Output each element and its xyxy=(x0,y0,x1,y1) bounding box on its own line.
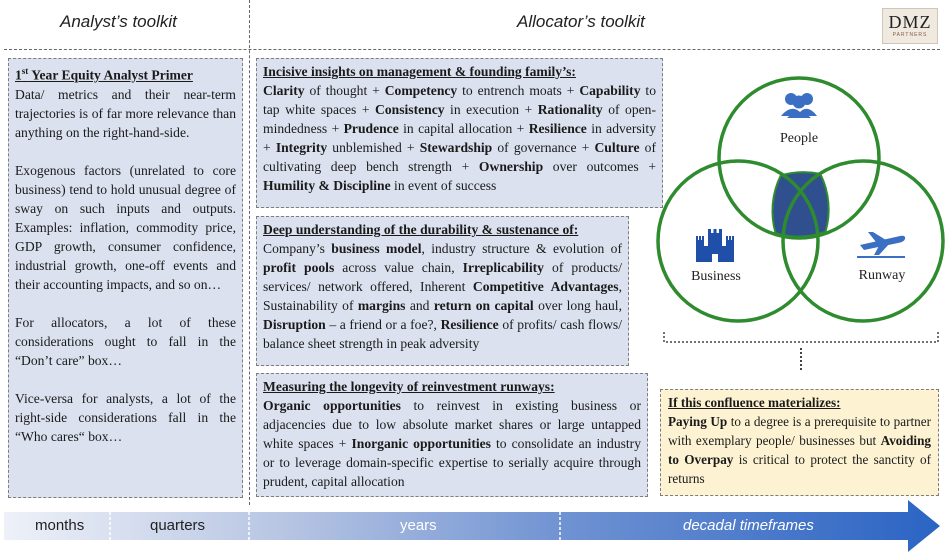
body-text: in event of success xyxy=(390,178,497,193)
emphasis-text: Avoiding to Overpay xyxy=(668,433,931,467)
body-text: is critical to protect the sanctity of returns xyxy=(668,452,931,486)
logo-main-text: DMZ xyxy=(888,12,932,32)
body-text: of cultivating deep bench strength + xyxy=(263,140,656,174)
logo-sub-text: PARTNERS xyxy=(892,32,928,38)
body-text: unblemished + xyxy=(327,140,420,155)
emphasis-text: return on capital xyxy=(433,298,534,313)
business-durability-body xyxy=(263,239,622,353)
confluence-box xyxy=(660,389,939,496)
emphasis-text: Clarity xyxy=(263,83,305,98)
emphasis-text: business model xyxy=(331,241,422,256)
body-text: to entrench moats + xyxy=(457,83,580,98)
horizontal-divider xyxy=(4,49,940,50)
people-label: People xyxy=(779,131,819,146)
emphasis-text: Consistency xyxy=(375,102,445,117)
body-text: of governance + xyxy=(492,140,595,155)
timeline-quarters: quarters xyxy=(150,517,206,534)
analyst-paragraph: Vice-versa for analysts, a lot of the right-side considerations fall in the “Who cares“ box… xyxy=(15,390,236,444)
emphasis-text: Capability xyxy=(579,83,641,98)
confluence-body xyxy=(668,414,931,486)
body-text: , industry structure & evolution of xyxy=(421,241,622,256)
emphasis-text: Disruption xyxy=(263,317,326,332)
body-text: of thought + xyxy=(304,83,385,98)
venn-center-intersection xyxy=(772,172,828,236)
body-text: to reinvest in existing business or adjacencies due to low absolute market shares or large untapped white spaces + xyxy=(263,398,641,451)
airplane-icon xyxy=(857,232,905,258)
body-text: Company’s xyxy=(263,241,332,256)
timeline-decadal: decadal timeframes xyxy=(683,517,814,534)
body-text: of profits/ cash flows/ balance sheet strength in peak adversity xyxy=(263,317,622,351)
emphasis-text: Inorganic opportunities xyxy=(351,436,491,451)
castle-icon xyxy=(696,229,734,262)
dmz-partners-logo xyxy=(882,8,938,44)
runway-label: Runway xyxy=(858,268,906,283)
emphasis-text: profit pools xyxy=(263,260,335,275)
body-text: in execution + xyxy=(444,102,538,117)
emphasis-text: Organic opportunities xyxy=(263,398,401,413)
timeline-months: months xyxy=(35,517,85,534)
emphasis-text: Irreplicability xyxy=(462,260,544,275)
analyst-paragraph: For allocators, a lot of these considerations ought to fall in the “Don’t care” box… xyxy=(15,314,236,368)
business-label: Business xyxy=(691,269,741,284)
vertical-divider xyxy=(249,0,250,505)
emphasis-text: Competency xyxy=(384,83,458,98)
timeline-years: years xyxy=(400,517,437,534)
emphasis-text: Resilience xyxy=(528,121,587,136)
body-text: to a degree is a prerequisite to partner with exemplary people/ businesses but xyxy=(668,414,931,448)
people-icon xyxy=(781,93,817,118)
body-text: across value chain, xyxy=(334,260,463,275)
reinvestment-runway-box xyxy=(256,373,648,497)
emphasis-text: margins xyxy=(357,298,406,313)
body-text: and xyxy=(405,298,434,313)
management-insights-body xyxy=(263,81,656,195)
emphasis-text: Competitive Advantages xyxy=(472,279,619,294)
body-text: in capital allocation + xyxy=(398,121,529,136)
management-insights-title: Incisive insights on management & founding family’s: xyxy=(263,64,576,79)
body-text: over outcomes + xyxy=(543,159,656,174)
reinvestment-runway-body xyxy=(263,396,641,491)
analyst-toolkit-heading: Analyst’s toolkit xyxy=(60,12,177,31)
business-circle xyxy=(658,161,818,321)
allocator-toolkit-heading: Allocator’s toolkit xyxy=(517,12,645,31)
confluence-title: If this confluence materializes: xyxy=(668,395,841,410)
confluence-bracket xyxy=(660,330,945,390)
management-insights-box xyxy=(256,58,663,208)
emphasis-text: Integrity xyxy=(275,140,328,155)
body-text: of open-mindedness + xyxy=(263,102,656,136)
body-text: of products/ services/ network offered, Inherent xyxy=(263,260,622,294)
emphasis-text: Culture xyxy=(594,140,640,155)
emphasis-text: Ownership xyxy=(478,159,544,174)
body-text: in adversity + xyxy=(263,121,657,155)
emphasis-text: Rationality xyxy=(537,102,603,117)
analyst-primer-box xyxy=(8,58,243,498)
emphasis-text: Humility & Discipline xyxy=(263,178,391,193)
analyst-primer-title: 1st Year Equity Analyst Primer xyxy=(15,66,193,83)
body-text: over long haul, xyxy=(533,298,622,313)
runway-circle xyxy=(783,161,943,321)
analyst-paragraph: Exogenous factors (unrelated to core business) tend to hold unusual degree of sway on such inputs and outputs. Examples: inflation, commodity price, GDP growth, consumer confidence, industrial growth, one-off events and their accounting impacts, and so on… xyxy=(15,162,236,292)
body-text: – a friend or a foe?, xyxy=(325,317,441,332)
reinvestment-runway-title: Measuring the longevity of reinvestment runways: xyxy=(263,379,555,394)
business-durability-box xyxy=(256,216,629,366)
business-durability-title: Deep understanding of the durability & sustenance of: xyxy=(263,222,579,237)
emphasis-text: Paying Up xyxy=(668,414,728,429)
emphasis-text: Resilience xyxy=(440,317,499,332)
body-text: to tap white spaces + xyxy=(263,83,656,117)
body-text: to consolidate an industry or to leverage domain-specific expertise to serially acquire through prudent, capital allocation xyxy=(263,436,642,489)
body-text: , Sustainability of xyxy=(263,279,622,313)
emphasis-text: Stewardship xyxy=(419,140,493,155)
emphasis-text: Prudence xyxy=(343,121,399,136)
analyst-paragraph: Data/ metrics and their near-term trajectories is of far more relevance than anything on the right-hand-side. xyxy=(15,86,236,140)
